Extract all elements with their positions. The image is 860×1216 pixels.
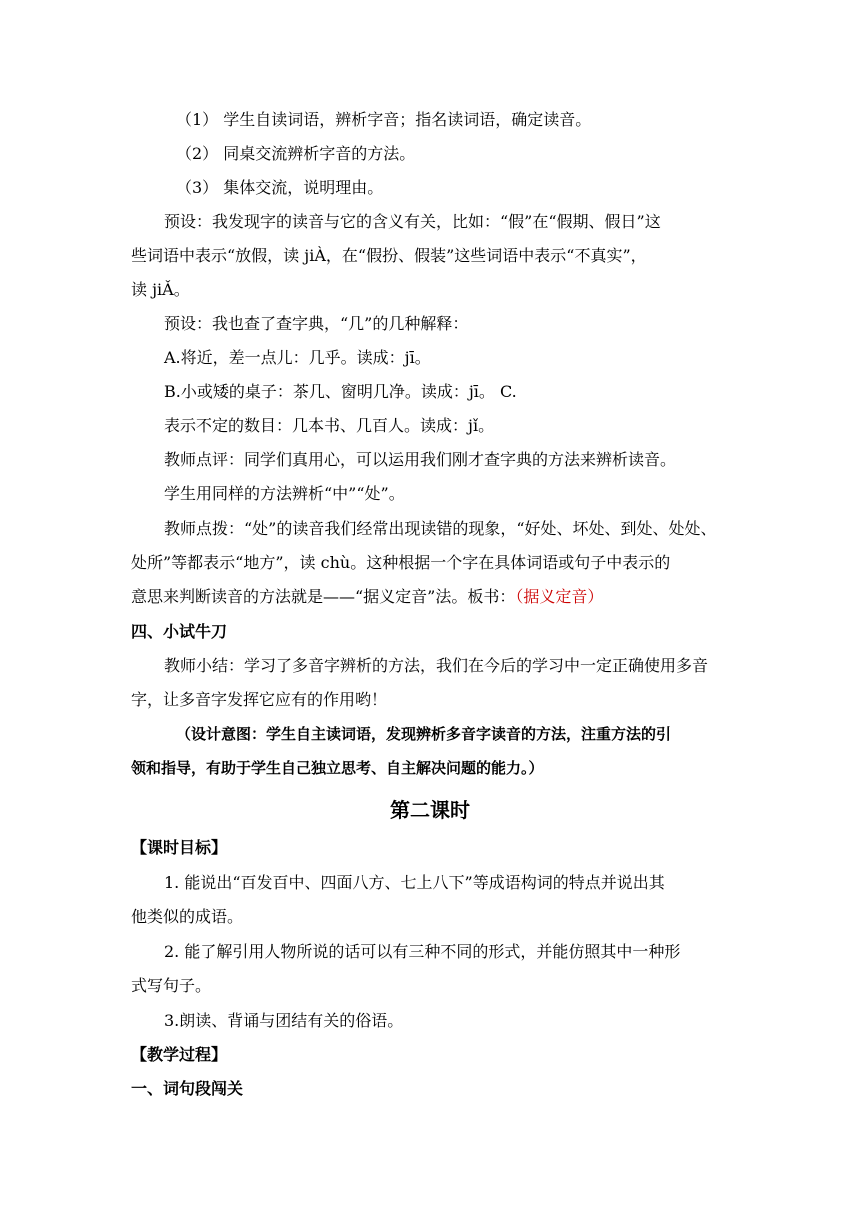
teacher-summary-line-2: 字，让多音字发挥它应有的作用哟！ <box>131 690 388 709</box>
section-heading-4: 四、小试牛刀 <box>131 622 228 641</box>
objective-2-line-2: 式写句子。 <box>131 976 212 995</box>
objective-1-line-2: 他类似的成语。 <box>131 907 244 926</box>
student-practice: 学生用同样的方法辨析“中”“处”。 <box>164 484 405 503</box>
definition-c: 表示不定的数目：几本书、几百人。读成：jǐ。 <box>164 416 495 435</box>
teacher-comment: 教师点评：同学们真用心，可以运用我们刚才查字典的方法来辨析读音。 <box>164 450 677 469</box>
objective-2-line-1: 2. 能了解引用人物所说的话可以有三种不同的形式，并能仿照其中一种形 <box>164 942 681 961</box>
teacher-guidance-line-2: 处所”等都表示“地方”，读 chù。这种根据一个字在具体词语或句子中表示的 <box>131 553 671 572</box>
preset-1-line-3: 读 jiǍ。 <box>131 280 190 299</box>
step-3: （3） 集体交流，说明理由。 <box>176 178 384 197</box>
preset-1-line-1: 预设：我发现字的读音与它的含义有关，比如：“假”在“假期、假日”这 <box>164 212 661 231</box>
guidance-text: 意思来判断读音的方法就是——“据义定音”法。板书： <box>131 587 516 606</box>
design-intent-line-1: （设计意图：学生自主读词语，发现辨析多音字读音的方法，注重方法的引 <box>176 725 672 743</box>
preset-2: 预设：我也查了查字典，“几”的几种解释： <box>164 314 469 333</box>
objectives-heading: 【课时目标】 <box>131 838 228 857</box>
objective-1-line-1: 1. 能说出“百发百中、四面八方、七上八下”等成语构词的特点并说出其 <box>164 873 665 892</box>
teacher-guidance-line-3 <box>131 585 731 609</box>
step-2: （2） 同桌交流辨析字音的方法。 <box>176 144 416 163</box>
lesson-title: 第二课时 <box>390 798 470 822</box>
design-intent-line-2: 领和指导，有助于学生自己独立思考、自主解决问题的能力。） <box>131 759 544 777</box>
definition-b: B.小或矮的桌子：茶几、窗明几净。读成：jī。 C. <box>164 382 517 401</box>
board-writing: （据义定音） <box>515 587 604 606</box>
preset-1-line-2: 些词语中表示“放假，读 jiÀ，在“假扮、假装”这些词语中表示“不真实”， <box>131 246 647 265</box>
section-heading-1: 一、词句段闯关 <box>131 1079 244 1098</box>
step-1: （1） 学生自读词语，辨析字音；指名读词语，确定读音。 <box>176 110 592 129</box>
process-heading: 【教学过程】 <box>131 1045 228 1064</box>
definition-a: A.将近，差一点儿：几乎。读成：jī。 <box>164 348 431 367</box>
objective-3: 3.朗读、背诵与团结有关的俗语。 <box>164 1011 404 1030</box>
teacher-guidance-line-1: 教师点拨：“处”的读音我们经常出现读错的现象，“好处、坏处、到处、处处、 <box>164 519 717 538</box>
teacher-summary-line-1: 教师小结：学习了多音字辨析的方法，我们在今后的学习中一定正确使用多音 <box>164 656 709 675</box>
